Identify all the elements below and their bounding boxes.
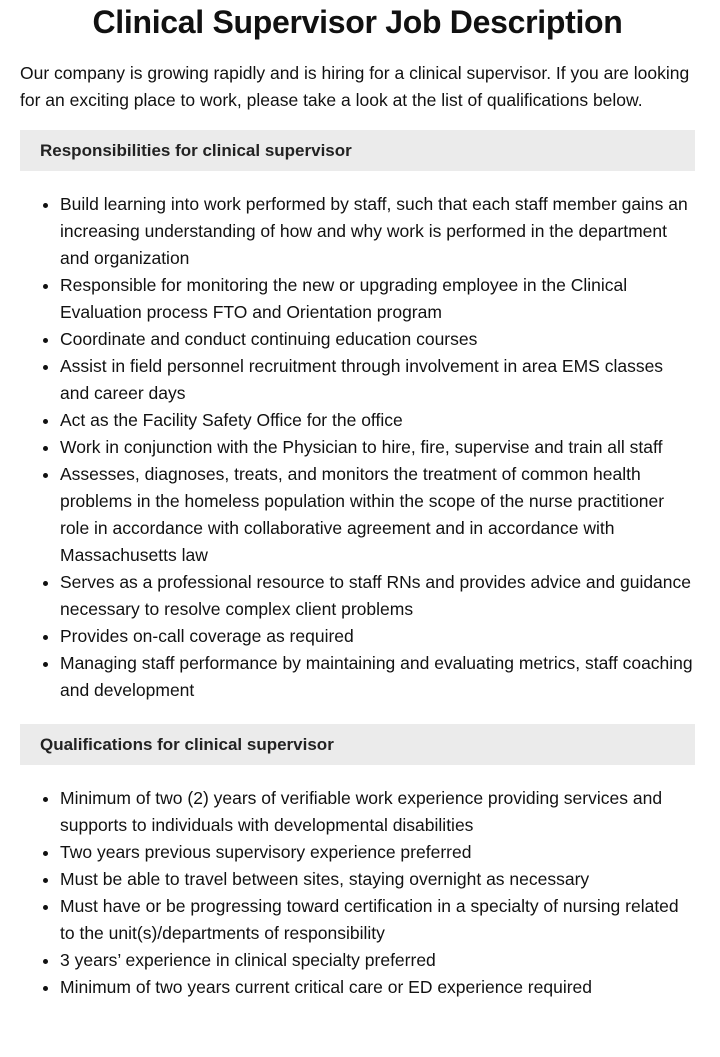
- responsibilities-list: [20, 191, 695, 704]
- qualifications-list: [20, 785, 695, 1001]
- list-item: • Work in conjunction with the Physician to hire, fire, supervise and train all staff: [60, 434, 695, 461]
- responsibilities-heading: Responsibilities for clinical supervisor: [20, 130, 695, 171]
- list-item: • Minimum of two (2) years of verifiable work experience providing services and supports to individuals with developmental disabilities: [60, 785, 695, 839]
- list-item: • Managing staff performance by maintaining and evaluating metrics, staff coaching and development: [60, 650, 695, 704]
- page-title: Clinical Supervisor Job Description: [92, 4, 623, 40]
- list-item: • Coordinate and conduct continuing education courses: [60, 326, 695, 353]
- list-item: • Serves as a professional resource to staff RNs and provides advice and guidance necessary to resolve complex client problems: [60, 569, 695, 623]
- qualifications-heading: Qualifications for clinical supervisor: [20, 724, 695, 765]
- list-item: • Assesses, diagnoses, treats, and monitors the treatment of common health problems in the homeless population within the scope of the nurse practitioner role in accordance with collaborative agreement and in accordance with Massachusetts law: [60, 461, 695, 569]
- intro-paragraph: Our company is growing rapidly and is hiring for a clinical supervisor. If you are looking for an exciting place to work, please take a look at the list of qualifications below.: [20, 63, 690, 110]
- list-item: • Minimum of two years current critical care or ED experience required: [60, 974, 695, 1001]
- list-item: • Act as the Facility Safety Office for the office: [60, 407, 695, 434]
- list-item: • Must have or be progressing toward certification in a specialty of nursing related to the unit(s)/departments of responsibility: [60, 893, 695, 947]
- list-item: • Two years previous supervisory experience preferred: [60, 839, 695, 866]
- list-item: • 3 years’ experience in clinical specialty preferred: [60, 947, 695, 974]
- list-item: • Must be able to travel between sites, staying overnight as necessary: [60, 866, 695, 893]
- list-item: • Responsible for monitoring the new or upgrading employee in the Clinical Evaluation process FTO and Orientation program: [60, 272, 695, 326]
- list-item: • Assist in field personnel recruitment through involvement in area EMS classes and career days: [60, 353, 695, 407]
- list-item: • Build learning into work performed by staff, such that each staff member gains an increasing understanding of how and why work is performed in the department and organization: [60, 191, 695, 272]
- list-item: • Provides on-call coverage as required: [60, 623, 695, 650]
